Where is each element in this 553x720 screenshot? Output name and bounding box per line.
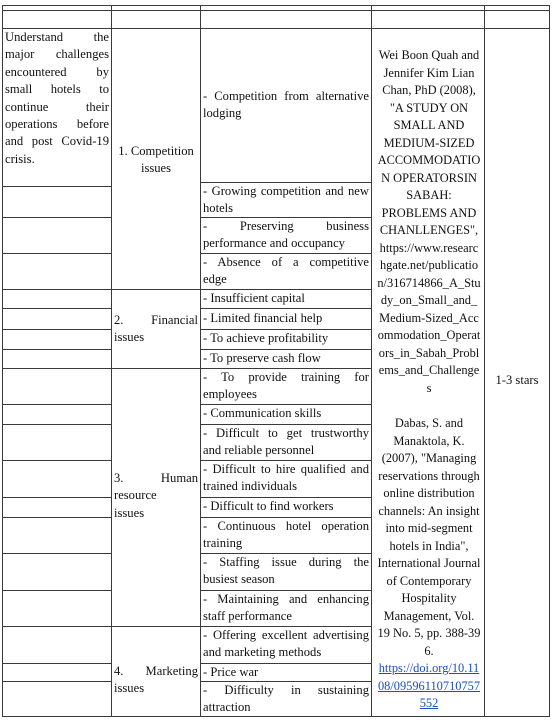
challenge-item: - Difficult to hire qualified and trained individuals xyxy=(203,462,369,494)
challenge-item: - Difficulty in sustaining attraction xyxy=(203,683,369,715)
issue-financial: 2. Financial issues xyxy=(114,313,198,345)
challenge-item: - Competition from alternative lodging xyxy=(203,89,369,121)
challenge-item: - Absence of a competitive edge xyxy=(203,255,369,287)
issue-human-resource: 3. Human resource issues xyxy=(114,471,198,520)
objective-text: Understand the major challenges encountered by small hotels to continue their operations before and post Covid-19 crisis. xyxy=(5,30,109,166)
challenge-item: - Staffing issue during the busiest season xyxy=(203,555,369,587)
challenge-item: - Offering excellent advertising and marketing methods xyxy=(203,628,369,660)
challenge-item: - Growing competition and new hotels xyxy=(203,184,369,216)
challenge-item: - Maintaining and enhancing staff performance xyxy=(203,592,369,624)
issue-competition: 1. Competition issues xyxy=(118,144,194,176)
rating: 1-3 stars xyxy=(495,373,539,387)
references: Wei Boon Quah and Jennifer Kim Lian Chan, PhD (2008), "A STUDY ON SMALL AND MEDIUM-SIZED ACCOMMODATIO N OPERATORSIN SABAH: PROBLEMS AND CHANLLENGES", https://www.researc hgate.net/publicatio n/316714866_A_Stu dy_on_Small_and_ Medium-Sized_Acc ommodation_Operat ors_in_Sabah_Probl ems_and_Challenge s Dabas, S. and Manaktola, K. (2007), "Managing reservations through online distribution channels: An insight into mid-segment hotels in India", International Journal of Contemporary Hospitality Management, Vol. 19 No. 5, pp. 388-396. https://doi.org/10.11 08/09596110710757 552 xyxy=(374,47,484,713)
doi-link[interactable]: https://doi.org/10.11 xyxy=(378,661,480,675)
challenge-item: - Limited financial help xyxy=(203,311,323,325)
challenge-item: - Difficult to get trustworthy and reliable personnel xyxy=(203,426,369,458)
challenge-item: - To achieve profitability xyxy=(203,331,329,345)
challenge-item: - Price war xyxy=(203,665,259,679)
challenge-item: - To preserve cash flow xyxy=(203,351,321,365)
challenge-item: - Insufficient capital xyxy=(203,291,305,305)
challenge-item: - Preserving business performance and occupancy xyxy=(203,219,369,251)
issue-marketing: 4. Marketing issues xyxy=(114,664,198,696)
challenge-item: - Continuous hotel operation training xyxy=(203,519,369,551)
challenge-item: - To provide training for employees xyxy=(203,370,369,402)
challenge-item: - Difficult to find workers xyxy=(203,499,334,513)
challenge-item: - Communication skills xyxy=(203,406,322,420)
